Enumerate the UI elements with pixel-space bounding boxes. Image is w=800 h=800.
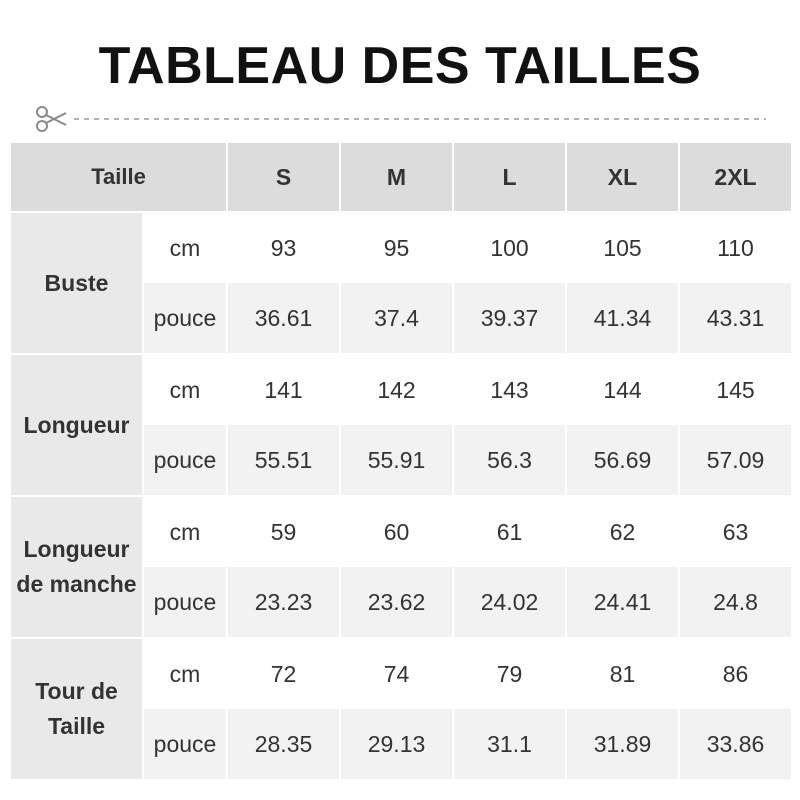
measurement-value: 79 [454, 639, 565, 709]
size-header: L [454, 143, 565, 211]
measurement-value: 43.31 [680, 283, 791, 353]
measure-label: Tour de Taille [11, 639, 142, 779]
measurement-value: 23.23 [228, 567, 339, 637]
table-row [11, 213, 791, 283]
unit-label: pouce [144, 709, 226, 779]
measurement-value: 100 [454, 213, 565, 283]
measurement-value: 36.61 [228, 283, 339, 353]
cut-line [34, 104, 770, 134]
measurement-value: 37.4 [341, 283, 452, 353]
measurement-value: 24.41 [567, 567, 678, 637]
measurement-value: 24.02 [454, 567, 565, 637]
scissors-icon [37, 107, 66, 131]
measurement-value: 24.8 [680, 567, 791, 637]
measurement-value: 86 [680, 639, 791, 709]
measurement-value: 59 [228, 497, 339, 567]
measurement-value: 110 [680, 213, 791, 283]
unit-label: cm [144, 497, 226, 567]
measurement-value: 105 [567, 213, 678, 283]
measurement-value: 41.34 [567, 283, 678, 353]
measurement-value: 62 [567, 497, 678, 567]
measurement-value: 142 [341, 355, 452, 425]
measurement-value: 55.51 [228, 425, 339, 495]
measure-label: Buste [11, 213, 142, 353]
measurement-value: 39.37 [454, 283, 565, 353]
measure-label: Longueur de manche [11, 497, 142, 637]
measure-label: Longueur [11, 355, 142, 495]
measurement-value: 74 [341, 639, 452, 709]
unit-label: cm [144, 355, 226, 425]
measurement-value: 143 [454, 355, 565, 425]
size-header: XL [567, 143, 678, 211]
header-row [11, 143, 791, 211]
unit-label: pouce [144, 425, 226, 495]
measurement-value: 33.86 [680, 709, 791, 779]
table-row [11, 355, 791, 425]
measurement-value: 81 [567, 639, 678, 709]
measurement-value: 31.1 [454, 709, 565, 779]
measurement-value: 141 [228, 355, 339, 425]
measurement-value: 29.13 [341, 709, 452, 779]
measurement-value: 55.91 [341, 425, 452, 495]
measurement-value: 93 [228, 213, 339, 283]
unit-label: cm [144, 639, 226, 709]
size-header: S [228, 143, 339, 211]
size-chart-table [9, 143, 793, 779]
measurement-value: 56.3 [454, 425, 565, 495]
unit-label: pouce [144, 283, 226, 353]
page-title: TABLEAU DES TAILLES [98, 37, 702, 95]
table-row [11, 639, 791, 709]
measurement-value: 63 [680, 497, 791, 567]
measurement-value: 144 [567, 355, 678, 425]
measurement-value: 60 [341, 497, 452, 567]
measurement-value: 145 [680, 355, 791, 425]
measurement-value: 23.62 [341, 567, 452, 637]
measurement-value: 61 [454, 497, 565, 567]
unit-label: cm [144, 213, 226, 283]
measurement-value: 31.89 [567, 709, 678, 779]
size-header: M [341, 143, 452, 211]
measurement-value: 28.35 [228, 709, 339, 779]
measurement-value: 72 [228, 639, 339, 709]
size-header-label: Taille [11, 143, 226, 211]
measurement-value: 95 [341, 213, 452, 283]
measurement-value: 56.69 [567, 425, 678, 495]
measurement-value: 57.09 [680, 425, 791, 495]
table-row [11, 497, 791, 567]
size-header: 2XL [680, 143, 791, 211]
unit-label: pouce [144, 567, 226, 637]
